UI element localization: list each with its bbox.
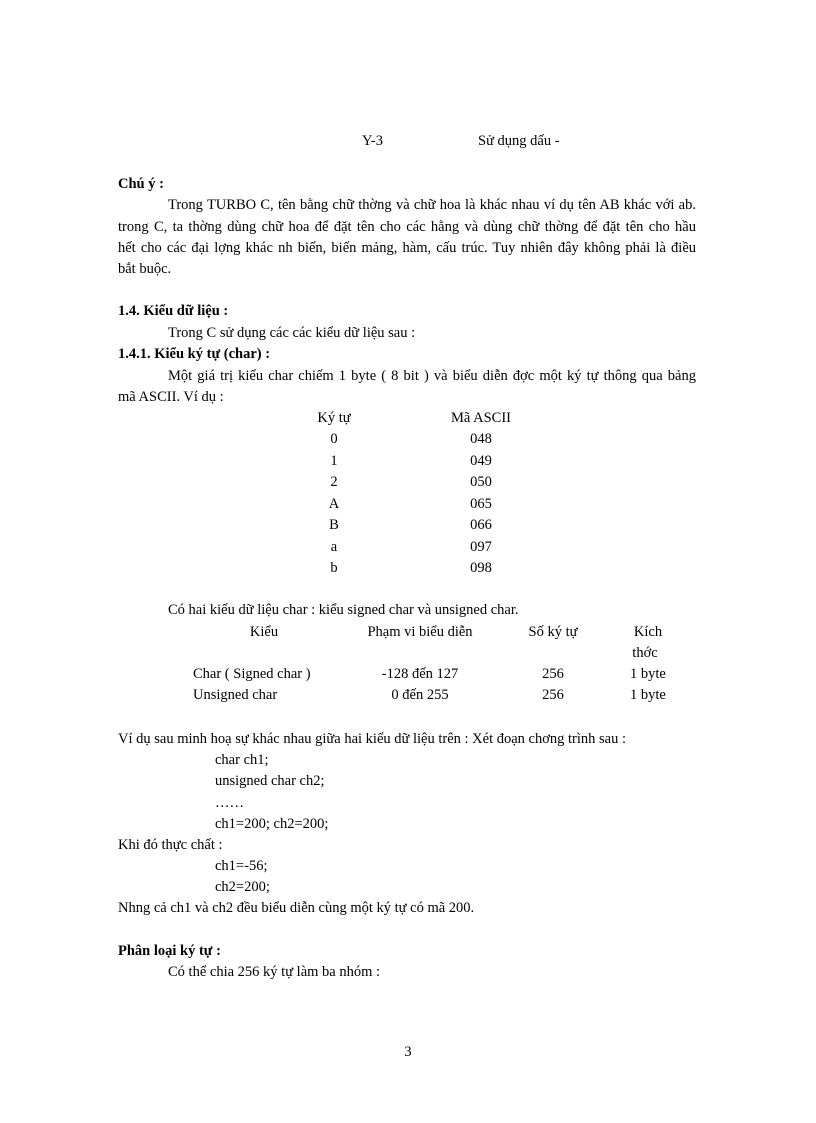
classification-heading: Phân loại ký tự : [118,943,221,959]
types-cell-range: 0 đến 255 [391,687,449,703]
ascii-cell-code: 065 [470,496,492,512]
classification-intro: Có thể chia 256 ký tự làm ba nhóm : [168,964,381,980]
value-line: ch2=200; [215,879,270,895]
code-line: char ch1; [215,752,269,768]
types-cell-size: 1 byte [630,687,666,703]
char-types-intro: Có hai kiểu dữ liệu char : kiểu signed char và unsigned char. [168,602,519,618]
types-header-kind: Kiểu [249,624,279,640]
ascii-cell-char: 0 [330,431,338,447]
ascii-cell-char: 1 [330,453,338,469]
example-conclusion: Nhng cả ch1 và ch2 đều biểu diễn cùng một ký tự có mã 200. [118,900,475,916]
example-then: Khi đó thực chất : [118,837,223,853]
ascii-cell-char: b [330,560,338,576]
note-title: Chú ý : [118,176,164,192]
value-line: ch1=-56; [215,858,268,874]
note-line: bắt buộc. [118,261,172,277]
ascii-cell-code: 098 [470,560,492,576]
types-cell-range: -128 đến 127 [381,666,459,682]
example-intro: Ví dụ sau minh hoạ sự khác nhau giữa hai kiểu dữ liệu trên : Xét đoạn chơng trình sau : [118,731,627,747]
ascii-cell-char: B [329,517,339,533]
types-header-size: Kích [633,624,663,640]
ascii-cell-char: 2 [330,474,338,490]
ascii-cell-char: a [330,539,338,555]
code-line: …… [215,795,244,811]
paragraph-line: mã ASCII. Ví dụ : [118,389,224,405]
types-cell-count: 256 [542,687,564,703]
paragraph-line: Một giá trị kiểu char chiếm 1 byte ( 8 bit ) và biểu diễn đợc một ký tự thông qua bảng [168,368,696,384]
ascii-cell-code: 050 [470,474,492,490]
header-right: Sử dụng dấu - [478,133,560,149]
types-header-count: Số ký tự [528,624,578,640]
ascii-cell-code: 097 [470,539,492,555]
section-intro: Trong C sử dụng các các kiểu dữ liệu sau : [168,325,416,341]
page-number: 3 [404,1044,412,1060]
subsection-heading: 1.4.1. Kiểu ký tự (char) : [118,346,271,362]
types-cell-kind: Unsigned char [193,687,278,703]
types-header-range: Phạm vi biểu diễn [367,624,473,640]
ascii-cell-code: 049 [470,453,492,469]
types-header-size-2: thớc [632,645,658,661]
types-cell-size: 1 byte [630,666,666,682]
types-cell-count: 256 [542,666,564,682]
note-line: Trong TURBO C, tên bằng chữ thờng và chữ hoa là khác nhau ví dụ tên AB khác với ab. [168,197,696,213]
note-line: trong C, ta thờng dùng chữ hoa để đặt tên cho các hằng và dùng chữ thờng để đặt tên cho hầu [118,219,696,235]
code-line: unsigned char ch2; [215,773,325,789]
ascii-header-char: Ký tự [317,410,351,426]
ascii-cell-code: 048 [470,431,492,447]
section-heading: 1.4. Kiểu dữ liệu : [118,303,229,319]
ascii-header-code: Mã ASCII [450,410,512,426]
code-line: ch1=200; ch2=200; [215,816,329,832]
types-cell-kind: Char ( Signed char ) [193,666,311,682]
header-left: Y-3 [362,133,383,149]
ascii-cell-char: A [328,496,340,512]
note-line: hết cho các đại lợng khác nh biến, biến mảng, hàm, cấu trúc. Tuy nhiên đây không phải là điều [118,240,696,256]
ascii-cell-code: 066 [470,517,492,533]
